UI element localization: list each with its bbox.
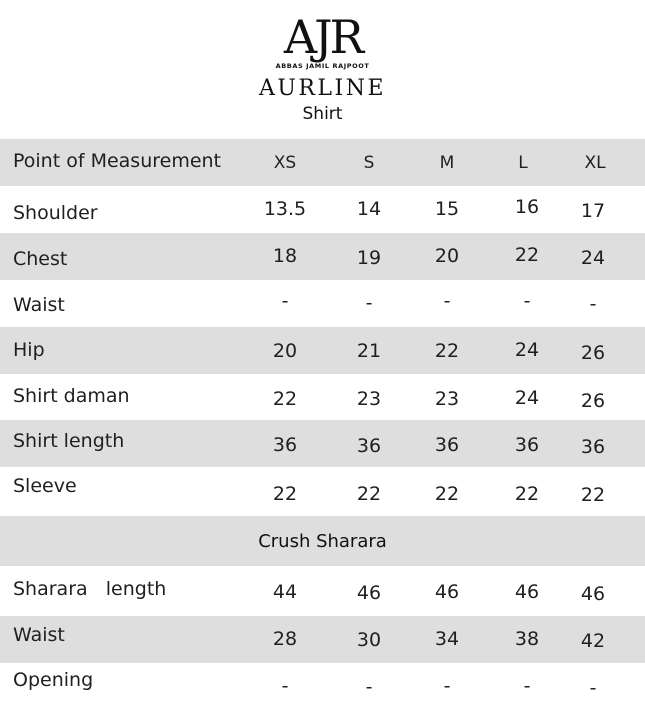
table-cell: 13.5 — [263, 198, 307, 220]
table-cell: 34 — [434, 628, 460, 650]
table-row-chest — [0, 233, 645, 280]
table-cell: - — [589, 677, 597, 699]
table-cell: 20 — [272, 340, 298, 362]
table-cell: 17 — [580, 200, 606, 222]
table-row-sharara-length — [0, 566, 645, 616]
row-label: Shirt daman — [13, 385, 130, 407]
table-cell: 19 — [356, 247, 382, 269]
table-cell: 46 — [434, 581, 460, 603]
row-label: Sleeve — [13, 475, 77, 497]
table-row-sharara-waist — [0, 616, 645, 663]
row-label: Hip — [13, 339, 45, 361]
table-cell: 23 — [356, 388, 382, 410]
table-cell: 21 — [356, 340, 382, 362]
table-cell: 22 — [514, 483, 540, 505]
table-cell: 22 — [272, 388, 298, 410]
row-label: Opening — [13, 669, 94, 691]
table-cell: - — [443, 290, 451, 312]
header-size: XS — [273, 153, 297, 173]
table-cell: - — [365, 292, 373, 314]
table-cell: 38 — [514, 628, 540, 650]
table-cell: 26 — [580, 390, 606, 412]
table-cell: 36 — [514, 434, 540, 456]
header-label: Point of Measurement — [13, 150, 222, 172]
table-cell: 22 — [272, 483, 298, 505]
table-cell: 14 — [356, 198, 382, 220]
table-cell: 22 — [580, 484, 606, 506]
table-cell: 24 — [514, 339, 540, 361]
table-cell: 24 — [514, 387, 540, 409]
row-label: Chest — [13, 248, 68, 270]
header-size: XL — [584, 153, 606, 173]
header-size: M — [439, 153, 455, 173]
table-row-sleeve — [0, 467, 645, 516]
row-label: Sharara length — [13, 578, 167, 600]
table-cell: - — [589, 293, 597, 315]
table-row-hip — [0, 327, 645, 374]
table-cell: 36 — [580, 436, 606, 458]
table-cell: 46 — [356, 582, 382, 604]
table-cell: 36 — [272, 434, 298, 456]
brand-logo-subtitle: ABBAS JAMIL RAJPOOT — [275, 62, 370, 70]
table-cell: 18 — [272, 245, 298, 267]
table-row-opening — [0, 663, 645, 709]
size-chart-header-row — [0, 139, 645, 186]
collection-title: AURLINE — [258, 76, 387, 101]
table-cell: 22 — [514, 244, 540, 266]
table-row-shoulder — [0, 186, 645, 233]
row-label: Waist — [13, 294, 65, 316]
table-cell: 28 — [272, 628, 298, 650]
section-header-row — [0, 516, 645, 566]
table-cell: - — [281, 675, 289, 697]
table-cell: - — [281, 290, 289, 312]
table-cell: - — [523, 290, 531, 312]
brand-logo-mark: AJR — [283, 10, 362, 64]
table-row-shirt-length — [0, 420, 645, 467]
table-cell: 36 — [434, 434, 460, 456]
row-label: Waist — [13, 624, 65, 646]
table-cell: 15 — [434, 198, 460, 220]
table-cell: - — [523, 675, 531, 697]
table-cell: 26 — [580, 342, 606, 364]
product-title: Shirt — [302, 104, 343, 124]
table-cell: 44 — [272, 581, 298, 603]
table-cell: 24 — [580, 247, 606, 269]
table-cell: 46 — [514, 581, 540, 603]
table-cell: 30 — [356, 629, 382, 651]
table-cell: 23 — [434, 388, 460, 410]
table-cell: 22 — [434, 340, 460, 362]
table-cell: 42 — [580, 630, 606, 652]
table-row-waist — [0, 280, 645, 327]
table-cell: 16 — [514, 196, 540, 218]
header-size: S — [363, 153, 375, 173]
table-row-shirt-daman — [0, 374, 645, 420]
section-title: Crush Sharara — [258, 531, 387, 552]
row-label: Shoulder — [13, 202, 98, 224]
table-cell: - — [443, 675, 451, 697]
row-label: Shirt length — [13, 430, 125, 452]
table-cell: 46 — [580, 583, 606, 605]
table-cell: - — [365, 676, 373, 698]
table-cell: 22 — [356, 483, 382, 505]
table-cell: 20 — [434, 245, 460, 267]
table-cell: 36 — [356, 435, 382, 457]
brand-logo — [0, 10, 645, 70]
table-cell: 22 — [434, 483, 460, 505]
header-size: L — [518, 153, 528, 173]
